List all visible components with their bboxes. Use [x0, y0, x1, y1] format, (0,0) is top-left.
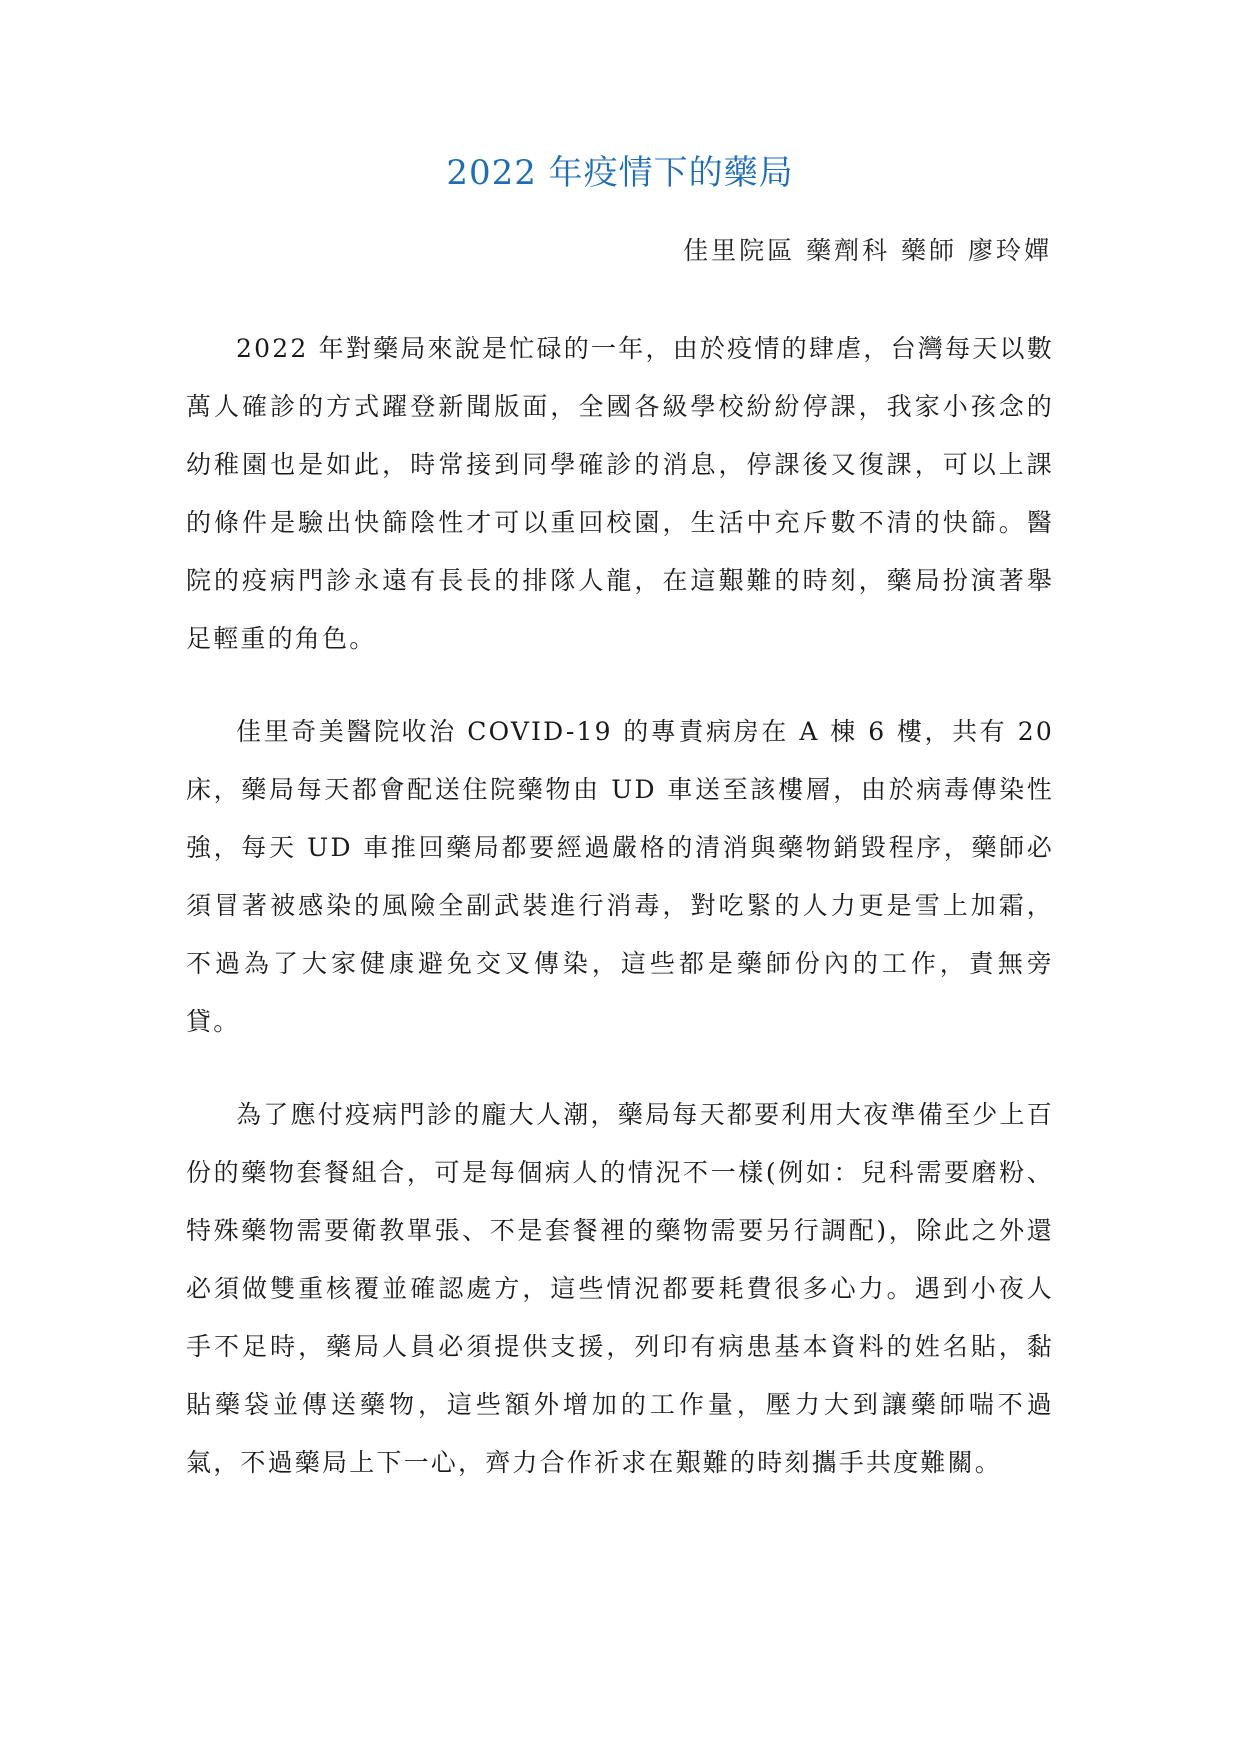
article-body [186, 320, 1054, 1527]
paragraph-2: 佳里奇美醫院收治 COVID-19 的專責病房在 A 棟 6 樓，共有 20 床，藥局每天都會配送住院藥物由 UD 車送至該樓層，由於病毒傳染性強，每天 UD 車推回藥局都要經過嚴格的清消與藥物銷毀程序，藥師必須冒著被感染的風險全副武裝進行消毒，對吃緊的人力更是雪上加霜，不過為了大家健康避免交叉傳染，這些都是藥師份內的工作，責無旁貸。 [186, 717, 1054, 1036]
paragraph-1: 2022 年對藥局來說是忙碌的一年，由於疫情的肆虐，台灣每天以數萬人確診的方式躍登新聞版面，全國各級學校紛紛停課，我家小孩念的幼稚園也是如此，時常接到同學確診的消息，停課後又復課，可以上課的條件是驗出快篩陰性才可以重回校園，生活中充斥數不清的快篩。醫院的疫病門診永遠有長長的排隊人龍，在這艱難的時刻，藥局扮演著舉足輕重的角色。 [186, 334, 1054, 653]
author-byline: 佳里院區 藥劑科 藥師 廖玲嬋 [683, 236, 1052, 265]
paragraph-3: 為了應付疫病門診的龐大人潮，藥局每天都要利用大夜準備至少上百份的藥物套餐組合，可是每個病人的情況不一樣(例如：兒科需要磨粉、特殊藥物需要衛教單張、不是套餐裡的藥物需要另行調配)，除此之外還必須做雙重核覆並確認處方，這些情況都要耗費很多心力。遇到小夜人手不足時，藥局人員必須提供支援，列印有病患基本資料的姓名貼，黏貼藥袋並傳送藥物，這些額外增加的工作量，壓力大到讓藥師喘不過氣，不過藥局上下一心，齊力合作祈求在艱難的時刻攜手共度難關。 [186, 1100, 1054, 1477]
document-title: 2022 年疫情下的藥局 [446, 153, 794, 193]
